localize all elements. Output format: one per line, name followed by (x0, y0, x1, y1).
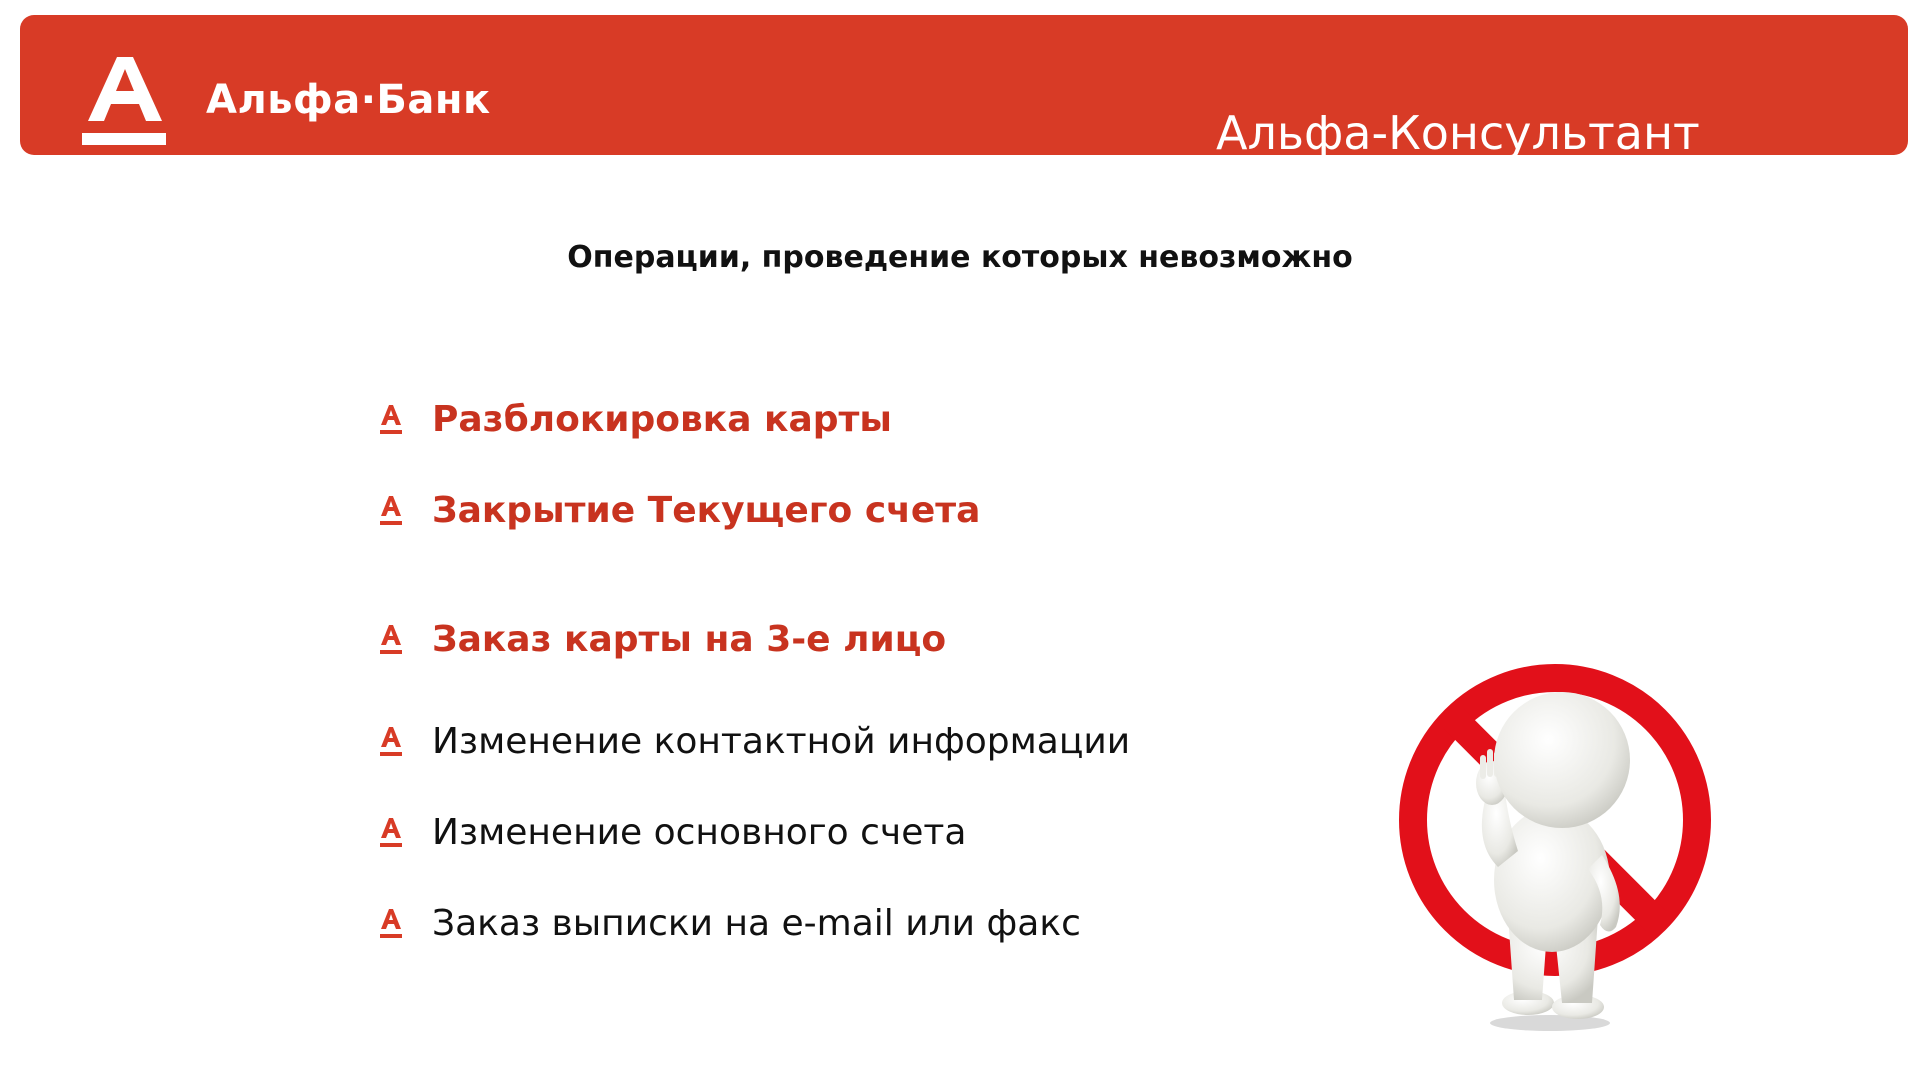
list-item (378, 803, 966, 863)
list-item-label: Разблокировка карты (432, 399, 892, 440)
list-item (378, 481, 980, 541)
list-item (378, 894, 1081, 954)
header-banner (20, 15, 1908, 160)
list-item (378, 390, 892, 450)
alfa-bank-logo-icon (80, 51, 170, 151)
alfa-a-icon (378, 623, 404, 657)
list-item-label: Заказ выписки на e-mail или факс (432, 903, 1081, 944)
alfa-a-icon (378, 403, 404, 437)
list-item-label: Изменение основного счета (432, 812, 967, 853)
alfa-a-icon (378, 725, 404, 759)
list-item (378, 712, 1130, 772)
page-title: Альфа-Консультант (1216, 106, 1700, 160)
alfa-a-icon (378, 494, 404, 528)
alfa-a-icon (378, 907, 404, 941)
brand-name: Альфа·Банк (206, 77, 491, 123)
list-item (378, 610, 946, 670)
prohibition-sign-figure-icon (1380, 655, 1730, 1035)
alfa-a-icon (378, 816, 404, 850)
list-item-label: Закрытие Текущего счета (432, 490, 981, 531)
list-item-label: Заказ карты на 3-е лицо (432, 619, 947, 660)
section-heading: Операции, проведение которых невозможно (567, 240, 1353, 275)
list-item-label: Изменение контактной информации (432, 721, 1131, 762)
